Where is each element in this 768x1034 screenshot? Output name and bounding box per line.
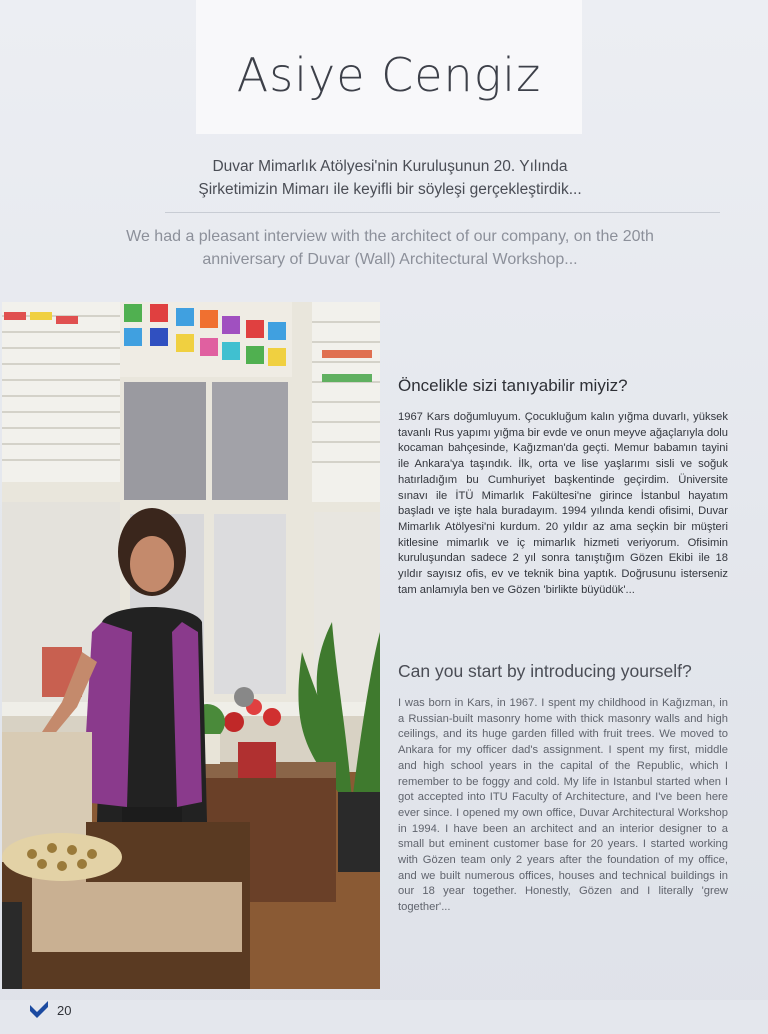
subtitle-english-line: anniversary of Duvar (Wall) Architectural Workshop...	[202, 251, 578, 268]
subtitle-english	[60, 225, 720, 271]
portrait-illustration	[2, 302, 380, 989]
subtitle-turkish-line: Duvar Mimarlık Atölyesi'nin Kuruluşunun 20. Yılında	[212, 158, 568, 175]
subtitle-turkish	[90, 155, 690, 201]
footer-band	[0, 1000, 768, 1034]
subtitle-turkish-line: Şirketimizin Mimarı ile keyifli bir söyleşi gerçekleştirdik...	[198, 181, 582, 198]
heading-turkish: Öncelikle sizi tanıyabilir miyiz?	[398, 376, 628, 395]
brand-logo-icon	[28, 999, 50, 1021]
subtitle-english-line: We had a pleasant interview with the architect of our company, on the 20th	[126, 228, 654, 245]
page-number: 20	[57, 1003, 72, 1018]
heading-english: Can you start by introducing yourself?	[398, 661, 692, 681]
page-title: Asiye Cengiz	[236, 48, 542, 102]
body-turkish: 1967 Kars doğumluyum. Çocukluğum kalın yığma duvarlı, yüksek tavanlı Rus yapımı yığma bir evde ve onun meyve ağaçlarıyla dolu kocaman bahçesinde, Kağızman'da geçti. Memur babamın tayini ile Ankara'ya taşındık. İlk, orta ve lise yaşlarımı sisli ve soğuk hatırladığım bu Cumhuriyet başkentinde geçirdim. Üniversite sınavı ile İTÜ Mimarlık Fakültesi'ne girince İstanbul hayatım başladı ve işte hala buradayım. 1994 yılında kendi ofisimi, Duvar Mimarlık Atölyesi'ni kurdum. 20 yıldır az ama seçkin bir müşteri kitlesine mimarlık ve iç mimarlık hizmeti veriyorum. Ofisimin kuruluşundan sadece 2 yıl sonra tanıştığım Gözen Ekibi ile 18 yıldır sayısız ofis, ev ve teknik bina yaptık. Doğrusunu isterseniz tam anlamıyla ben ve Gözen 'birlikte büyüdük'...	[398, 411, 728, 596]
title-panel	[196, 0, 582, 134]
portrait-photo	[2, 302, 380, 989]
body-english: I was born in Kars, in 1967. I spent my childhood in Kağızman, in a Russian-built masonry home with thick masonry walls and high ceilings, and its huge garden filled with fruit trees. We moved to Ankara for my officer dad's assignment. I spent my first, middle and high school years in the capital of the Republic, which I remember to be foggy and cold. My life in Istanbul started when I got accepted into ITU Faculty of Architecture, and I've been here ever since. I opened my own office, Duvar Architectural Workshop in 1994. I have been an architect and an interior designer to a small but eminent customer base for 20 years. I started working with Gözen team only 2 years after the foundation of my office, and we built numerous offices, houses and technical buildings in our 18 year together. Honestly, Gözen and I literally 'grew together'...	[398, 697, 728, 914]
subtitle-divider	[165, 212, 720, 213]
